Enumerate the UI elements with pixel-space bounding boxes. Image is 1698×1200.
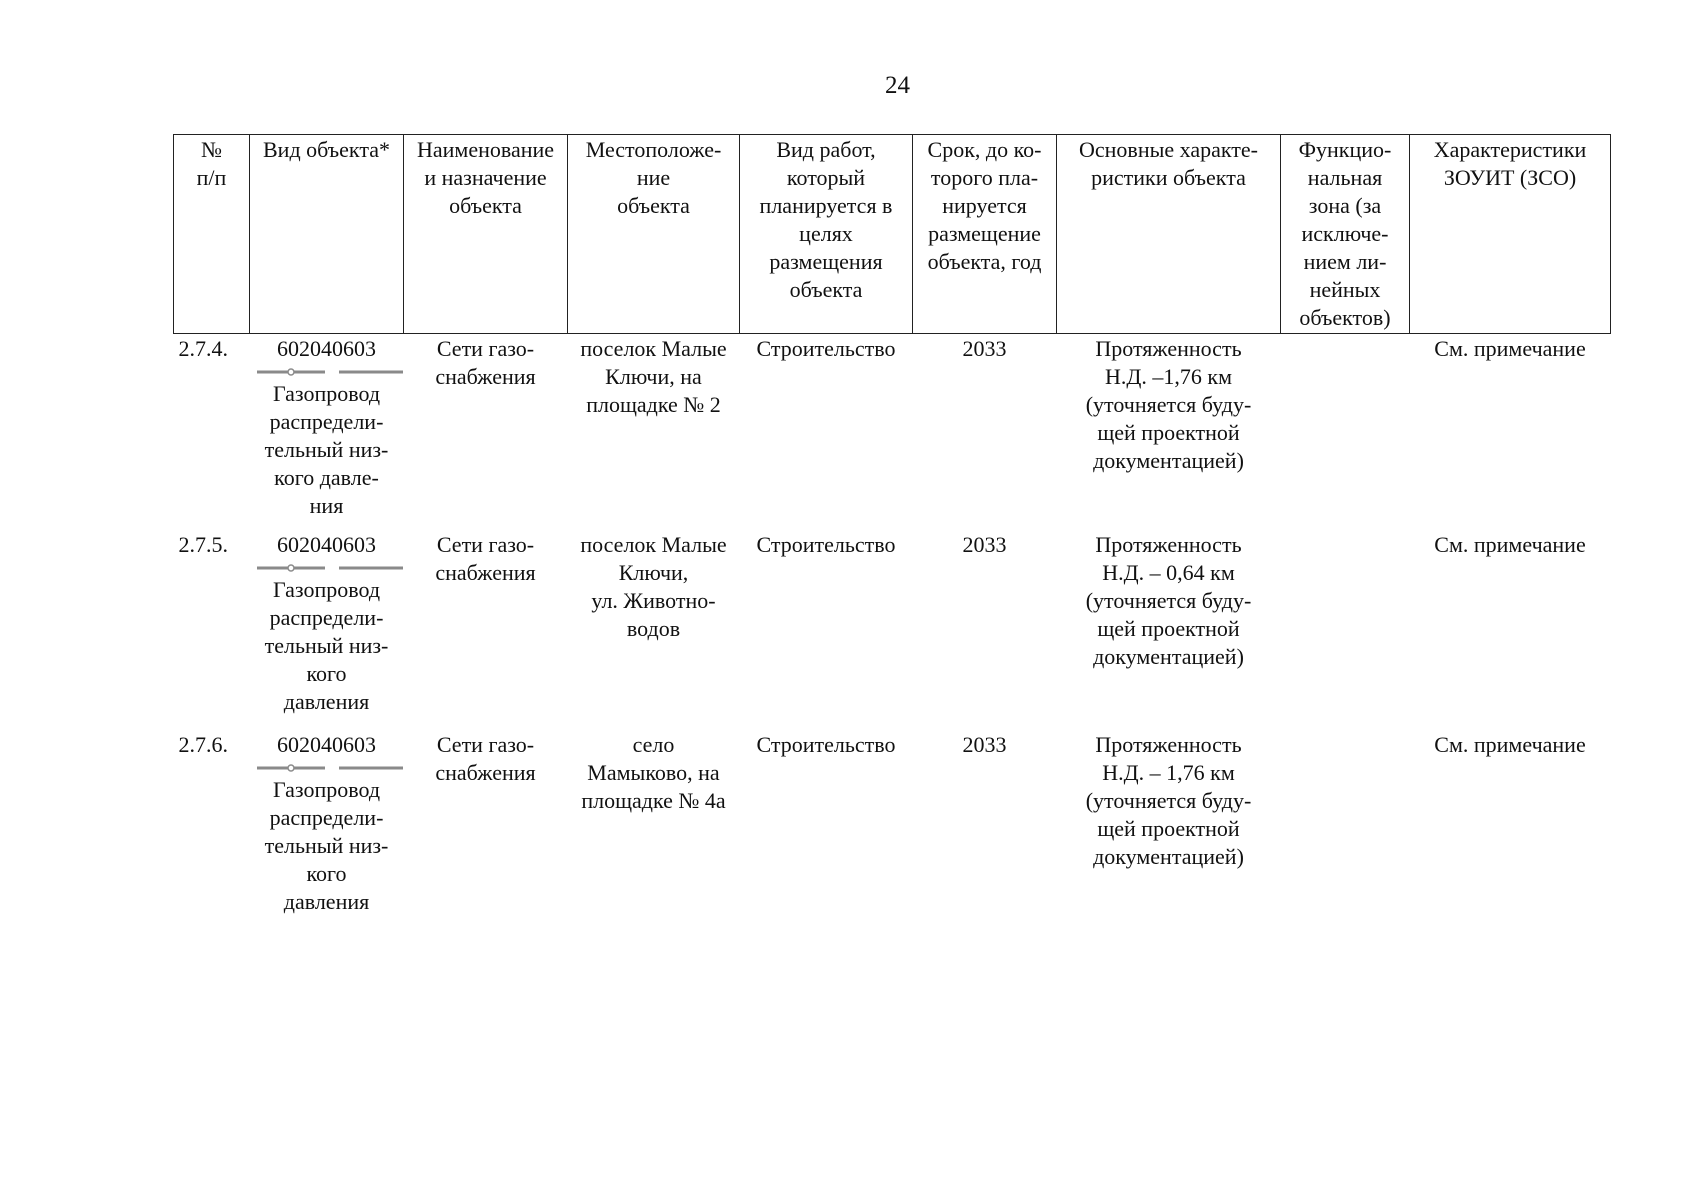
deadline-year: 2033 xyxy=(962,731,1007,757)
gas-pipeline-line-symbol-icon xyxy=(253,367,403,377)
object-characteristics: Протяженность Н.Д. – 0,64 км (уточняется буду- щей проектной документацией) xyxy=(1085,531,1252,669)
object-name: Сети газо- снабжения xyxy=(435,731,536,785)
header-row xyxy=(174,135,1611,334)
table-body xyxy=(174,334,1611,930)
header-number: № п/п xyxy=(174,135,250,334)
header-object-type: Вид объекта* xyxy=(250,135,404,334)
zouit-characteristics: См. примечание xyxy=(1434,531,1586,557)
header-work-type: Вид работ, который планируется в целях размещения объекта xyxy=(740,135,913,334)
header-zouit: Характеристики ЗОУИТ (ЗСО) xyxy=(1410,135,1611,334)
zouit-characteristics: См. примечание xyxy=(1434,336,1586,361)
object-characteristics: Протяженность Н.Д. – 1,76 км (уточняется буду- щей проектной документацией) xyxy=(1085,731,1252,869)
work-type: Строительство xyxy=(756,731,896,757)
header-object-name: Наименование и назначение объекта xyxy=(404,135,568,334)
zouit-characteristics: См. примечание xyxy=(1434,731,1586,757)
header-characteristics: Основные характе- ристики объекта xyxy=(1057,135,1281,334)
gas-pipeline-line-symbol-icon xyxy=(253,763,403,773)
object-location: село Мамыково, на площадке № 4а xyxy=(581,731,726,813)
object-code: 602040603 xyxy=(277,336,376,361)
object-type-cell xyxy=(250,334,404,530)
header-deadline-year: Срок, до ко- торого пла- нируется размещение объекта, год xyxy=(913,135,1057,334)
object-type-cell xyxy=(250,530,404,730)
deadline-year: 2033 xyxy=(962,336,1007,361)
object-location: поселок Малые Ключи, ул. Животно- водов xyxy=(580,531,727,641)
object-type-name: Газопровод распредели- тельный низ- кого давления xyxy=(264,576,389,714)
table-row xyxy=(174,730,1611,930)
object-name: Сети газо- снабжения xyxy=(435,531,536,585)
object-location: поселок Малые Ключи, на площадке № 2 xyxy=(580,336,727,417)
object-type-cell xyxy=(250,730,404,930)
header-location: Местоположе- ние объекта xyxy=(568,135,740,334)
row-number: 2.7.6. xyxy=(178,731,228,757)
work-type: Строительство xyxy=(756,336,896,361)
work-type: Строительство xyxy=(756,531,896,557)
object-code: 602040603 xyxy=(277,731,376,757)
object-name: Сети газо- снабжения xyxy=(435,336,536,389)
objects-table xyxy=(173,134,1611,930)
gas-pipeline-line-symbol-icon xyxy=(253,563,403,573)
header-functional-zone: Функцио- нальная зона (за исключе- нием ли- нейных объектов) xyxy=(1281,135,1410,334)
functional-zone xyxy=(1281,730,1410,930)
object-type-name: Газопровод распредели- тельный низ- кого давле- ния xyxy=(264,381,389,518)
functional-zone xyxy=(1281,530,1410,730)
object-characteristics: Протяженность Н.Д. –1,76 км (уточняется буду- щей проектной документацией) xyxy=(1085,336,1252,473)
table-row xyxy=(174,530,1611,730)
table-header xyxy=(174,135,1611,334)
functional-zone xyxy=(1281,334,1410,530)
deadline-year: 2033 xyxy=(962,531,1007,557)
row-number: 2.7.4. xyxy=(178,336,228,361)
object-type-name: Газопровод распредели- тельный низ- кого давления xyxy=(264,776,389,914)
page-number: 24 xyxy=(885,72,910,99)
row-number: 2.7.5. xyxy=(178,531,228,557)
object-code: 602040603 xyxy=(277,531,376,557)
table-row xyxy=(174,334,1611,530)
